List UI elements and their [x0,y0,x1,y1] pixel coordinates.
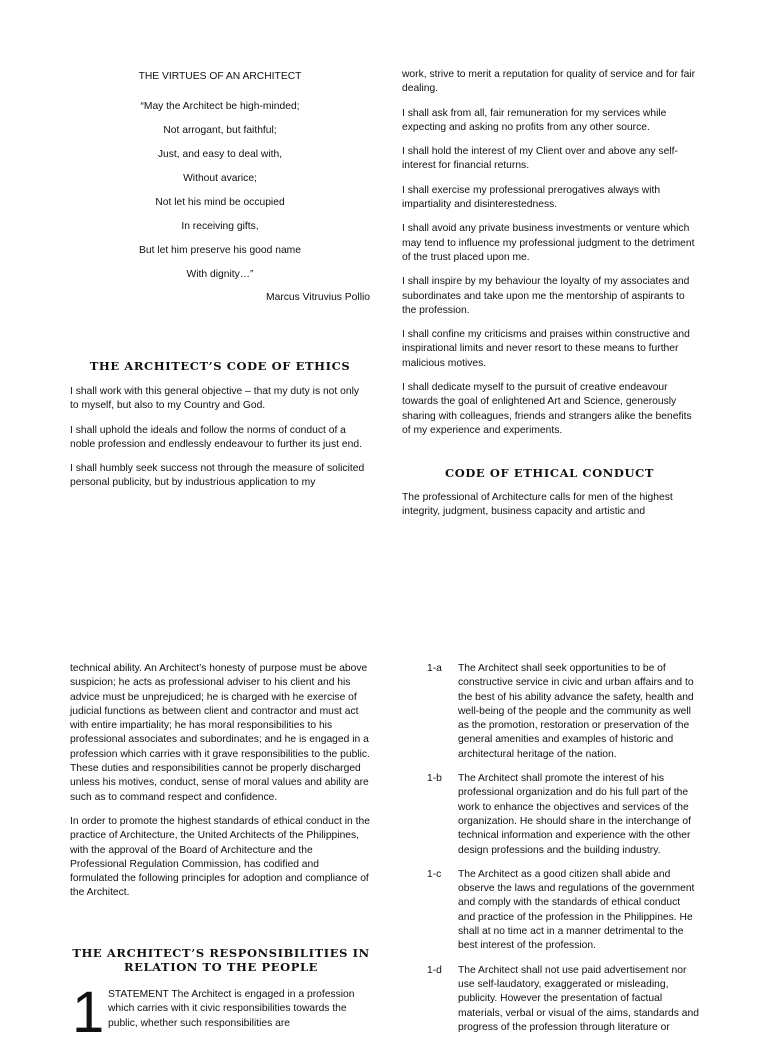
item-label: 1-b [427,773,442,785]
ethics-paragraph: I shall humbly seek success not through the measure of solicited personal publicity, but by industrious application to my [70,463,365,489]
virtues-poem [70,70,370,282]
responsibilities-section [72,946,370,1045]
code-of-ethics-heading: THE ARCHITECT’S CODE OF ETHICS [89,359,351,373]
item-text: The Architect shall not use paid advertisement nor use self-laudatory, exaggerated or misleading, publicity. However the presentation of factual materials, verbal or visual of the aims, standards and progress of the profession through literature or [458,964,699,1033]
ethics-paragraph: I shall dedicate myself to the pursuit of creative endeavour towards the goal of enlightened Art and Science, generously sharing with colleagues, friends and strangers alike the benefits of my experience and experiments. [402,382,692,436]
poem-line: Without avarice; [183,172,257,184]
item-text: The Architect shall seek opportunities to be of constructive service in civic and urban affairs and to the best of his ability advance the safety, health and well-being of the people and the community as well as the promotion, restoration or preservation of the general amenities and examples of historic and architectural heritage of the nation. [458,663,694,760]
poem-line: With dignity…” [186,268,254,280]
statement-block [72,980,370,1045]
document-page-2 [0,652,768,1045]
responsibilities-heading: THE ARCHITECT’S RESPONSIBILITIES IN RELATION TO THE PEOPLE [72,946,370,974]
poem-line: Not let his mind be occupied [155,196,285,208]
ethics-paragraph: I shall ask from all, fair remuneration for my services while expecting and asking no profits from any other source. [402,107,667,133]
poem-author: Marcus Vitruvius Pollio [266,292,370,304]
left-column [70,662,370,911]
item-text: The Architect shall promote the interest of his professional organization and do his full part of the work to enhance the objectives and services of the organization. He should share in the interchange of technical information and experience with the other design professions and the building industry. [458,773,691,856]
ethics-paragraph: I shall inspire by my behaviour the loyalty of my associates and subordinates and take upon me the mentorship of aspirants to the profession. [402,276,690,316]
ethics-paragraph: I shall avoid any private business investments or venture which may tend to influence my professional judgment to the detriment of the trust placed upon me. [402,223,695,263]
poem-line: Just, and easy to deal with, [157,149,283,161]
ethics-paragraph: I shall hold the interest of my Client over and above any self-interest for financial returns. [402,146,678,172]
ethics-paragraph: I shall confine my criticisms and praises within constructive and inspirational limits and never resort to these means to further malicious motives. [402,329,690,369]
left-column [70,70,370,306]
item-label: 1-c [427,868,442,880]
conduct-paragraph: In order to promote the highest standards of ethical conduct in the practice of Architecture, the United Architects of the Philippines, with the approval of the Board of Architecture and the Professional Regulation Commission, has codified and formulated the following principles for adoption and compliance of the Architect. [70,815,370,899]
list-item [427,662,699,762]
item-label: 1-d [427,964,442,976]
poem-line: Not arrogant, but faithful; [163,125,277,137]
list-item [427,772,699,858]
statement-number: 1 [72,980,105,1045]
item-text: The Architect as a good citizen shall abide and observe the laws and regulations of the government and comply with the standards of ethical conduct and practice of the profession in the Philippines. He shall at no time act in a manner detrimental to the best interest of the profession. [458,868,695,952]
list-item [427,868,699,954]
poem-line: In receiving gifts, [181,220,259,232]
list-item [427,964,699,1035]
ethics-paragraph: I shall exercise my professional prerogatives always with impartiality and disinterestedness. [402,184,661,211]
item-label: 1-a [427,663,442,674]
ethics-paragraph: I shall work with this general objective – that my duty is not only to myself, but also to my Country and God. [70,386,360,412]
poem-line: “May the Architect be high-minded; [140,101,300,113]
responsibility-items [427,662,699,1045]
right-column [402,68,697,448]
ethics-paragraph: I shall uphold the ideals and follow the norms of conduct of a noble profession and endlessly endeavour to further its just end. [70,424,362,450]
poem-title: THE VIRTUES OF AN ARCHITECT [138,71,302,82]
code-of-ethics-section [70,359,370,501]
ethics-paragraph: work, strive to merit a reputation for quality of service and for fair dealing. [402,69,696,95]
poem-line: But let him preserve his good name [139,244,301,256]
conduct-paragraph: The professional of Architecture calls for men of the highest integrity, judgment, business capacity and artistic and [402,492,673,518]
statement-text: STATEMENT The Architect is engaged in a profession which carries with it civic responsibilities towards the public, whether such responsibilities are [108,989,355,1029]
conduct-paragraph: technical ability. An Architect’s honesty of purpose must be above suspicion; he acts as professional adviser to his client and his advice must be unprejudiced; he is charged with he exercise of judicial functions as between client and contractor and must act with entire impartiality; he has moral responsibilities to his professional associates and subordinates; and he is engaged in a profession which carries with it grave responsibilities to the public. These duties and responsibilities cannot be properly discharged unless his motives, conduct, sense of moral values and ability are such as to command respect and confidence. [70,663,370,803]
ethical-conduct-heading: CODE OF ETHICAL CONDUCT [444,466,655,480]
ethical-conduct-section [402,466,697,530]
